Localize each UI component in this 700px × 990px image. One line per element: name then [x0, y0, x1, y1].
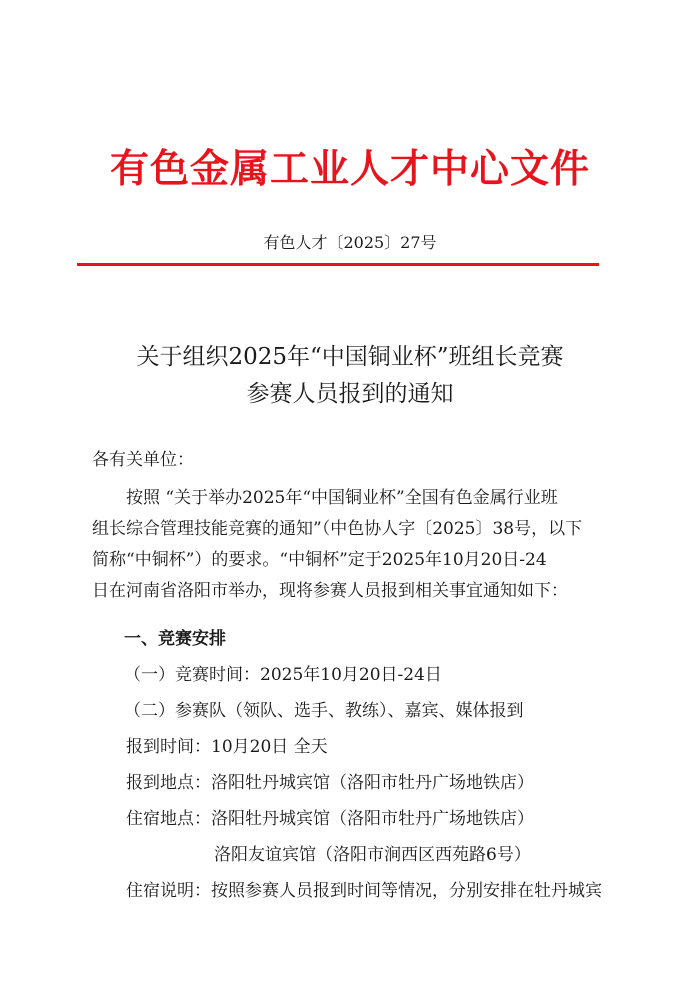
checkin-location: 报到地点：洛阳牡丹城宾馆（洛阳市牡丹广场地铁店） — [126, 773, 534, 793]
paragraph-line: 简称“中铜杯”）的要求。“中铜杯”定于2025年10月20日-24 — [92, 550, 547, 570]
list-item: （二）参赛队（领队、选手、教练）、嘉宾、媒体报到 — [124, 701, 524, 721]
section-heading: 一、竞赛安排 — [124, 629, 226, 649]
list-item: （一）竞赛时间：2025年10月20日-24日 — [124, 665, 442, 685]
lodging-note: 住宿说明：按照参赛人员报到时间等情况，分别安排在牡丹城宾 — [126, 881, 602, 901]
document-header-title: 有色金属工业人才中心文件 — [109, 147, 590, 192]
checkin-time: 报到时间：10月20日 全天 — [126, 737, 328, 757]
salutation: 各有关单位： — [92, 450, 194, 470]
lodging-location: 住宿地点：洛阳牡丹城宾馆（洛阳市牡丹广场地铁店） — [126, 809, 534, 829]
lodging-location-secondary: 洛阳友谊宾馆（洛阳市涧西区西苑路6号） — [214, 845, 531, 865]
notice-title-line-2: 参赛人员报到的通知 — [246, 381, 454, 407]
paragraph-line: 日在河南省洛阳市举办，现将参赛人员报到相关事宜通知如下： — [92, 581, 568, 601]
paragraph-line: 按照 “关于举办2025年“中国铜业杯”全国有色金属行业班 — [126, 488, 558, 508]
paragraph-line: 组长综合管理技能竞赛的通知”（中色协人字〔2025〕38号，以下 — [92, 519, 583, 539]
notice-title-line-1: 关于组织2025年“中国铜业杯”班组长竞赛 — [136, 344, 564, 370]
document-number: 有色人才〔2025〕27号 — [263, 233, 437, 252]
header-divider-line — [77, 263, 599, 266]
